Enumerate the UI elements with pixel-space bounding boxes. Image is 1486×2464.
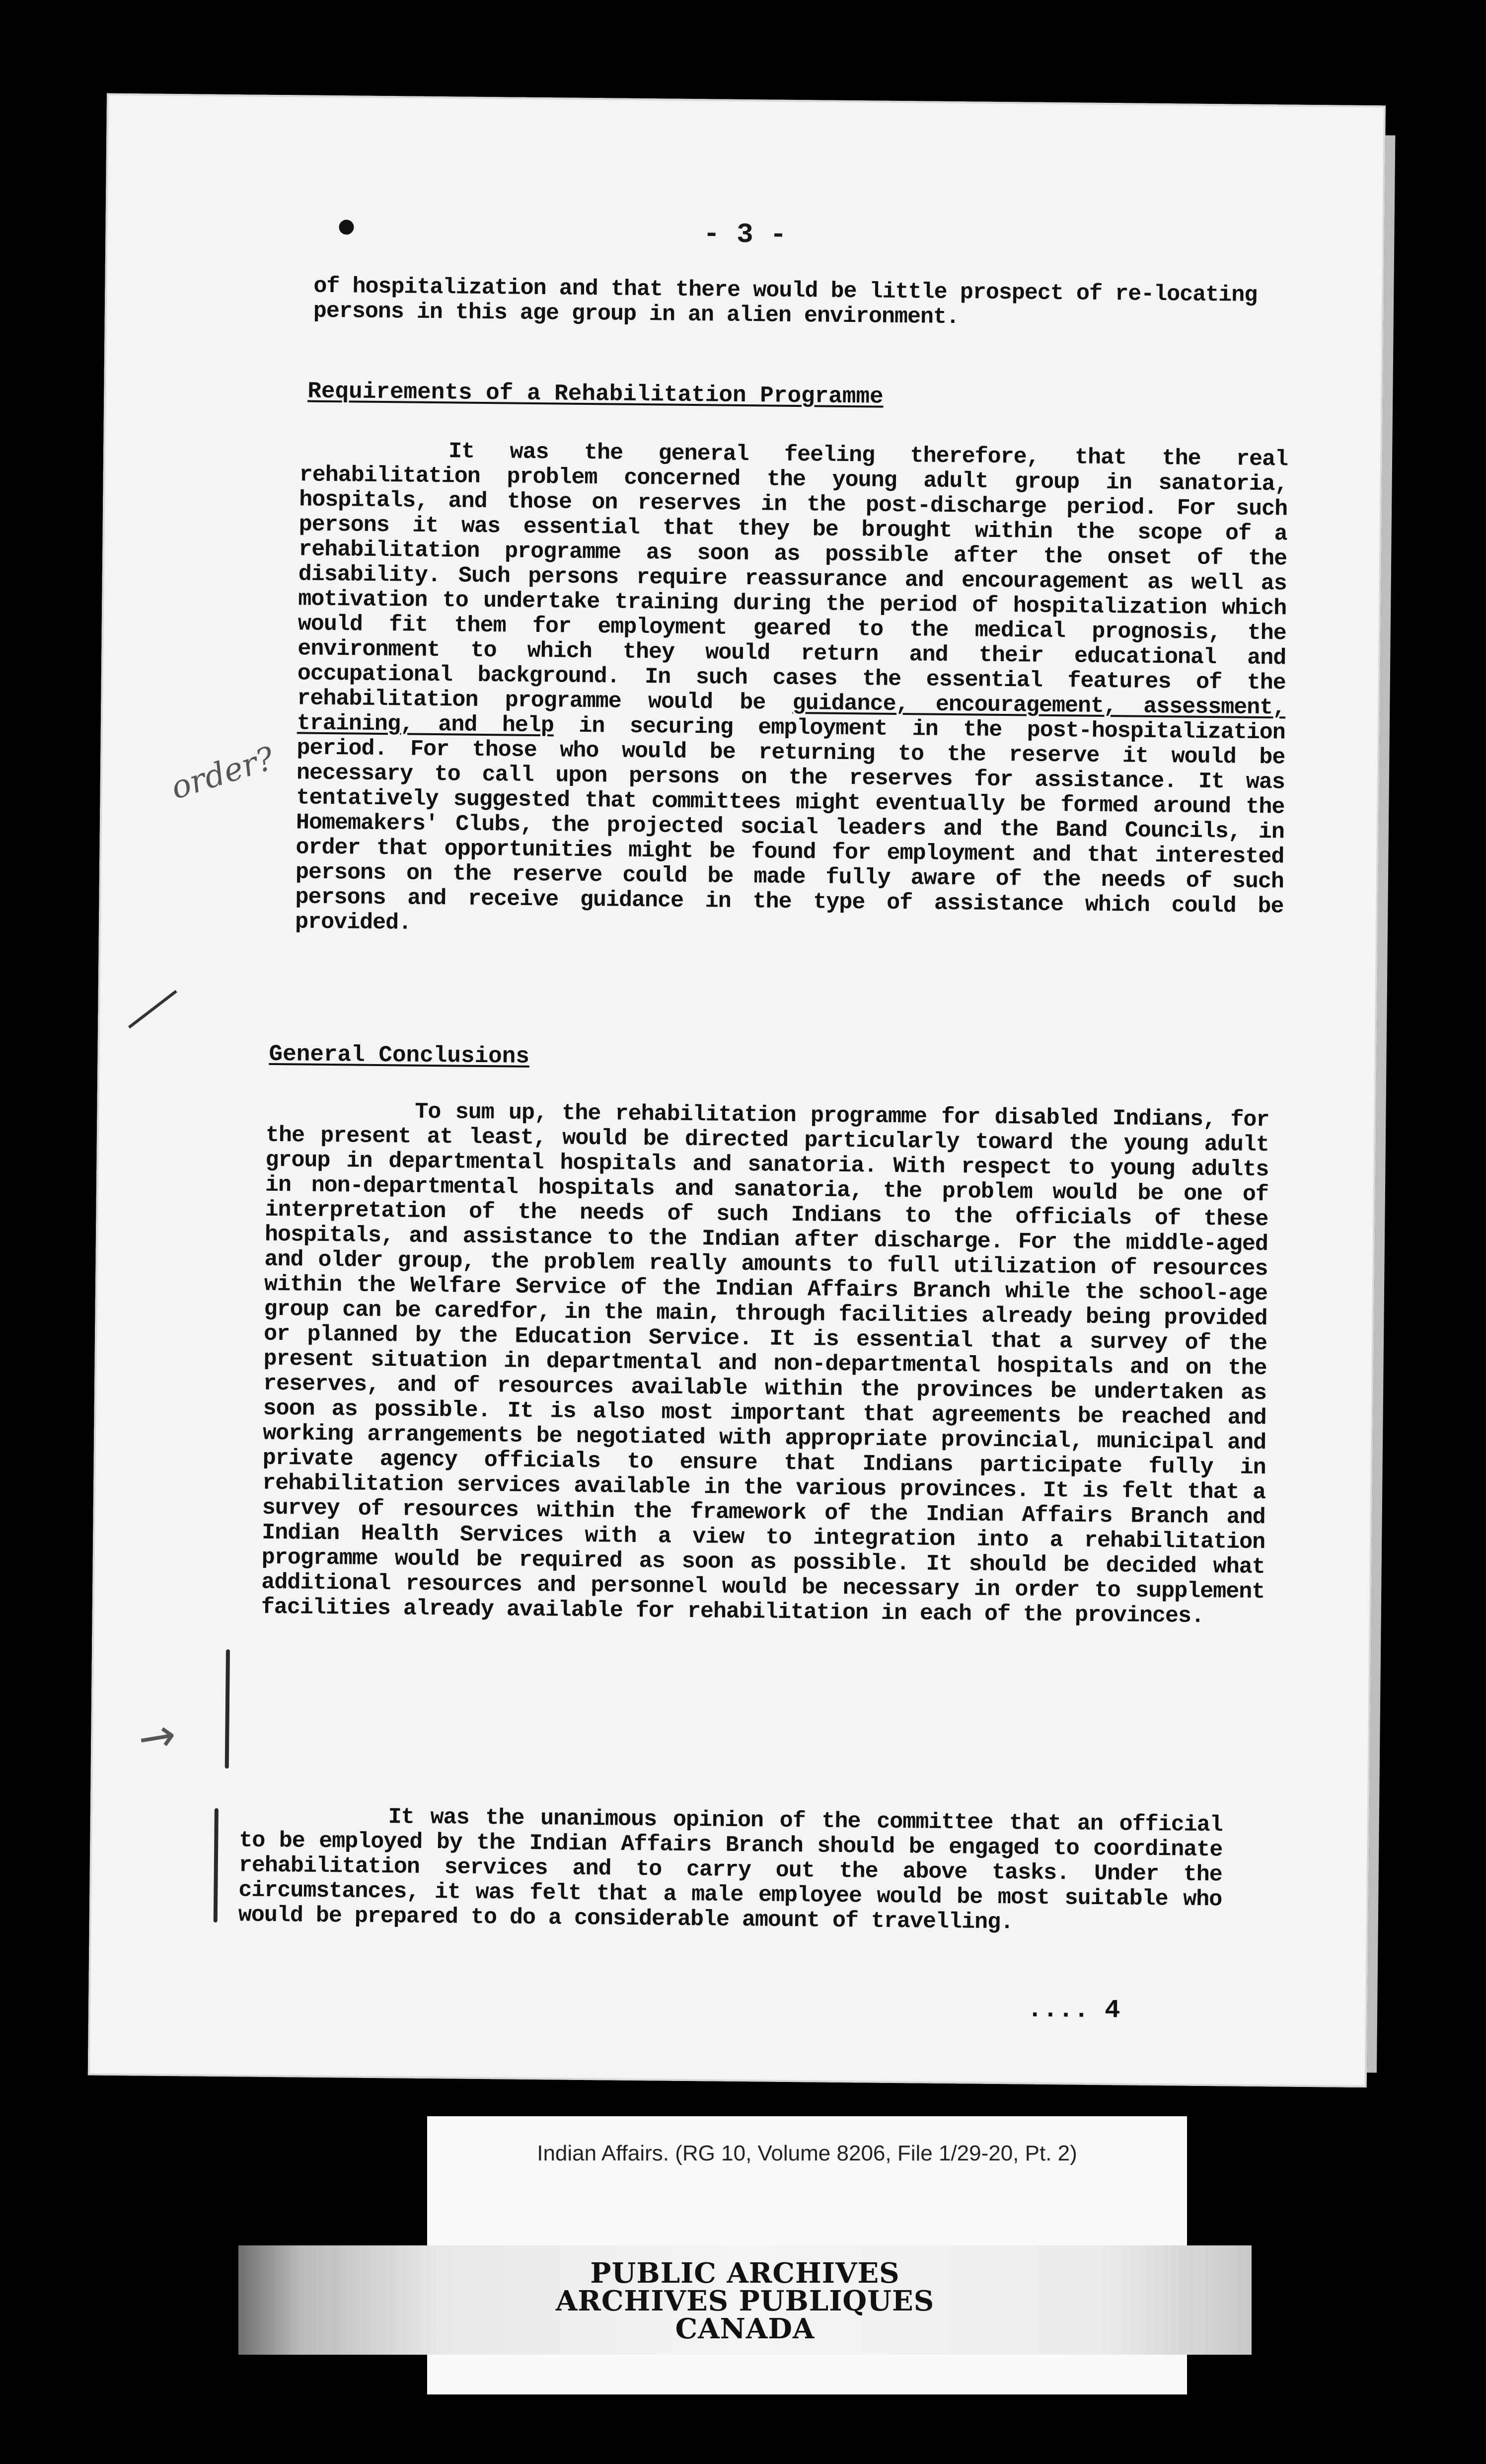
committee-paragraph-block — [238, 1803, 1223, 1937]
archive-stamp-line-2: ARCHIVES PUBLIQUES — [555, 2285, 935, 2317]
requirements-text-before: It was the general feeling therefore, that the real rehabilitation problem concerned the young adult group in sanatoria, hospitals, and those on reserves in the post-discharge period. For such persons it was essential that they be brought within the scope of a rehabilitation programme as soon as possible after the onset of the disability. Such persons require reassurance and encouragement as well as motivation to undertake training during the period of hospitalization which would fit them for employment geared to the medical prognosis, the environment to which they would return and their educational and occupational background. In such cases the essential features of the rehabilitation programme would be — [297, 439, 1288, 716]
document-page — [88, 93, 1386, 2088]
opening-paragraph-block — [313, 274, 1258, 333]
page-edge-shadow — [1367, 135, 1395, 2073]
conclusions-paragraph-2: It was the unanimous opinion of the committee that an official to be employed by the Indian Affairs Branch should be engaged to coordinate rehabilitation services and to carry out the above tasks. Under the circumstances, it was felt that a male employee would be most suitable who would be prepared to do a considerable amount of travelling. — [238, 1804, 1223, 1935]
conclusions-paragraph-1: To sum up, the rehabilitation programme for disabled Indians, for the present at least, would be directed particularly toward the young adult group in departmental hospitals and sanatoria. With respect to young adults in non-departmental hospitals and sanatoria, the problem would be one of interpretation of the needs of such Indians to the officials of these hospitals, and assistance to the Indian after discharge. For the middle-aged and older group, the problem really amounts to full utilization of resources within the Welfare Service of the Indian Affairs Branch while the school-age group can be caredfor, in the main, through facilities already being provided or planned by the Education Service. It is essential that a survey of the present situation in departmental and non-departmental hospitals and on the reserves, and of resources available within the provinces be undertaken as soon as possible. It is also most important that agreements be reached and working arrangements be negotiated with appropriate provincial, municipal and private agency officials to ensure that Indians participate fully in rehabilitation services available in the various provinces. It is felt that a survey of resources within the framework of the Indian Affairs Branch and Indian Health Services with a view to integration into a rehabilitation programme would be required as soon as possible. It should be decided what additional resources and personnel would be necessary in order to supplement facilities already available for rehabilitation in each of the provinces. — [261, 1099, 1269, 1629]
archive-stamp-line-1: PUBLIC ARCHIVES — [590, 2257, 900, 2290]
margin-pencil-tick — [128, 990, 177, 1029]
section-heading-requirements: Requirements of a Rehabilitation Programme — [307, 378, 884, 410]
requirements-paragraph-block — [295, 438, 1288, 944]
archive-reference: Indian Affairs. (RG 10, Volume 8206, File 1/29-20, Pt. 2) — [537, 2141, 1077, 2165]
archive-stamp-line-3: CANADA — [675, 2312, 815, 2345]
underlined-features: guidance, encouragement, assessment, training, and help — [297, 690, 1286, 739]
page-number: - 3 - — [703, 218, 787, 251]
requirements-text-after: in securing employment in the post-hospitalization period. For those who would be returning to the reserve it would be necessary to call upon persons on the reserves for assistance. It was tentatively suggested that committees might eventually be formed around the Homemakers' Clubs, the projected social leaders and the Band Councils, in order that opportunities might be found for employment and that interested persons on the reserve could be made fully aware of the needs of such persons and receive guidance in the type of assistance which could be provided. — [295, 713, 1286, 936]
margin-arrow-icon: → — [134, 1708, 180, 1766]
margin-bracket-1 — [225, 1649, 230, 1769]
conclusions-paragraph-block — [261, 1098, 1269, 1629]
archive-stamp-strip — [238, 2245, 1252, 2355]
margin-bracket-2 — [214, 1808, 219, 1923]
opening-paragraph: of hospitalization and that there would be little prospect of re-locating persons in this age group in an alien environment. — [313, 273, 1258, 330]
section-heading-conclusions: General Conclusions — [269, 1041, 530, 1070]
requirements-paragraph — [295, 438, 1288, 944]
continuation-marker: .... 4 — [1027, 1995, 1120, 2025]
handwritten-margin-note: order? — [166, 740, 279, 807]
archive-stamp — [238, 2259, 1252, 2343]
